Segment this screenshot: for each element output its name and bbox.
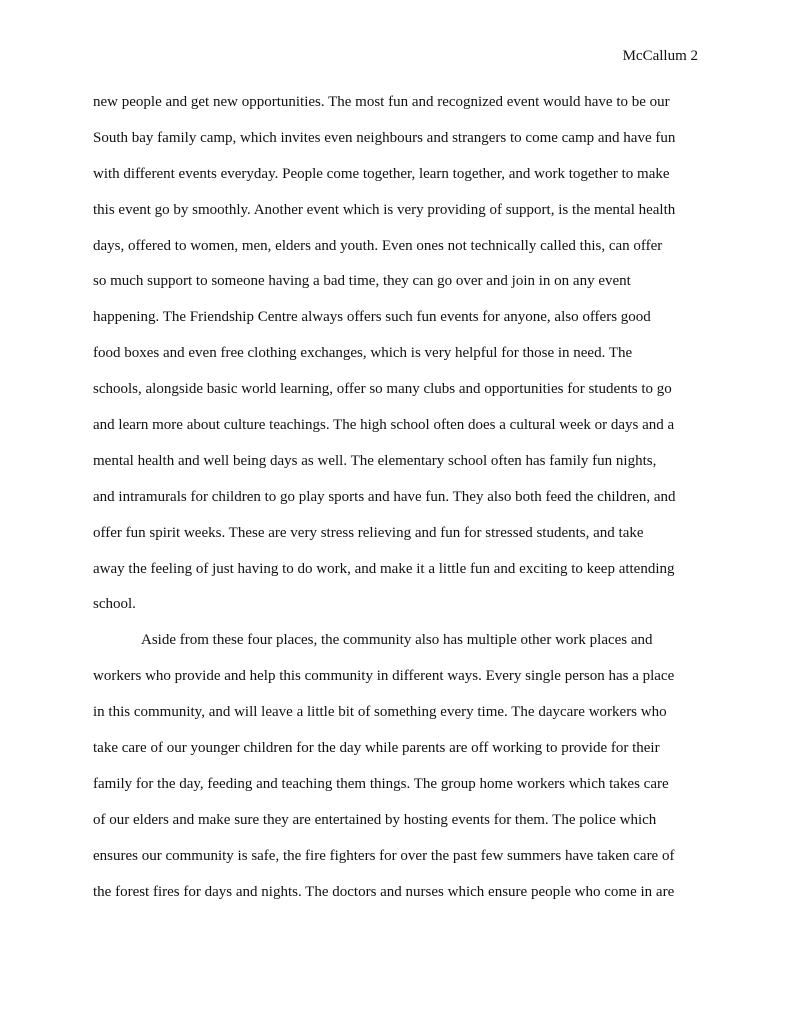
text-line: South bay family camp, which invites even neighbours and strangers to come camp and have fun	[93, 129, 676, 146]
text-line: the forest fires for days and nights. The doctors and nurses which ensure people who come in are	[93, 883, 675, 900]
text-line: with different events everyday. People come together, learn together, and work together to make	[93, 165, 670, 182]
text-line: take care of our younger children for the day while parents are off working to provide for their	[93, 740, 660, 757]
text-line: ensures our community is safe, the fire fighters for over the past few summers have taken care of	[93, 847, 675, 864]
text-line: days, offered to women, men, elders and youth. Even ones not technically called this, can offer	[93, 237, 663, 254]
paragraph-2	[93, 630, 703, 917]
document-body	[93, 92, 703, 917]
text-line: happening. The Friendship Centre always offers such fun events for anyone, also offers good	[93, 309, 651, 326]
paragraph-1	[93, 92, 703, 630]
text-line: new people and get new opportunities. The most fun and recognized event would have to be our	[93, 94, 670, 110]
text-line: Aside from these four places, the community also has multiple other work places and	[141, 632, 653, 649]
text-line: schools, alongside basic world learning, offer so many clubs and opportunities for students to go	[93, 381, 672, 398]
text-line: workers who provide and help this community in different ways. Every single person has a place	[93, 668, 675, 685]
text-line: mental health and well being days as well. The elementary school often has family fun nights,	[93, 452, 657, 469]
text-line: offer fun spirit weeks. These are very stress relieving and fun for stressed students, and take	[93, 524, 644, 541]
running-head: McCallum 2	[622, 48, 698, 64]
text-line: and intramurals for children to go play sports and have fun. They also both feed the children, and	[93, 488, 676, 505]
text-line: family for the day, feeding and teaching them things. The group home workers which takes care	[93, 775, 669, 792]
text-line: and learn more about culture teachings. The high school often does a cultural week or days and a	[93, 417, 675, 434]
text-line: so much support to someone having a bad time, they can go over and join in on any event	[93, 273, 631, 290]
text-line: in this community, and will leave a little bit of something every time. The daycare workers who	[93, 704, 667, 721]
text-line: school.	[93, 596, 136, 613]
text-line: of our elders and make sure they are entertained by hosting events for them. The police which	[93, 811, 657, 828]
text-line: food boxes and even free clothing exchanges, which is very helpful for those in need. The	[93, 345, 633, 362]
text-line: away the feeling of just having to do work, and make it a little fun and exciting to keep attending	[93, 560, 675, 577]
text-line: this event go by smoothly. Another event which is very providing of support, is the mental health	[93, 201, 676, 218]
